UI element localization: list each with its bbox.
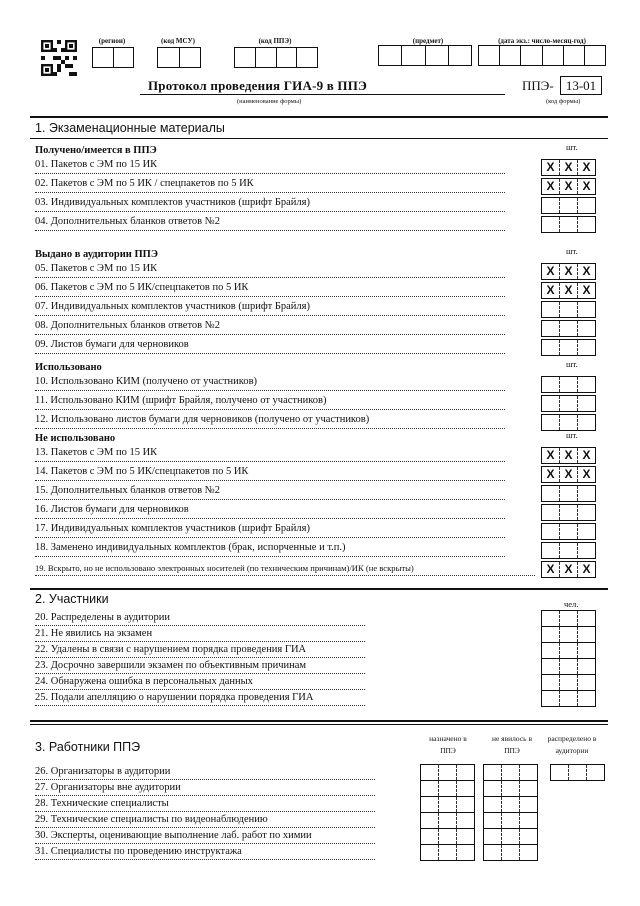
msu-field[interactable] (157, 47, 201, 68)
material-count-cells[interactable] (541, 216, 596, 233)
ppe-code-field[interactable] (234, 47, 318, 68)
count-cell[interactable]: X (542, 562, 560, 577)
row-underline (35, 192, 505, 193)
group-title: Не использовано (35, 433, 116, 444)
count-cell[interactable] (560, 321, 578, 336)
staff-row-label: 28. Технические специалисты (35, 798, 169, 809)
material-count-cells[interactable] (541, 414, 596, 431)
count-cell[interactable] (578, 302, 595, 317)
count-cell[interactable] (421, 765, 439, 780)
row-underline (35, 390, 505, 391)
count-cell[interactable] (439, 781, 457, 796)
count-cell[interactable] (484, 845, 502, 860)
material-row-label: 03. Индивидуальных комплектов участников (шрифт Брайля) (35, 197, 310, 208)
count-cell[interactable] (542, 611, 560, 626)
count-cell[interactable] (560, 302, 578, 317)
staff-count-row[interactable] (421, 829, 474, 845)
row-underline (35, 811, 375, 812)
material-row-label: 15. Дополнительных бланков ответов №2 (35, 485, 221, 496)
material-row-label: 13. Пакетов с ЭМ по 15 ИК (35, 447, 158, 458)
form-code-prefix: ППЭ- (522, 78, 554, 93)
count-cell[interactable] (457, 781, 474, 796)
staff-row-label: 27. Организаторы вне аудитории (35, 782, 181, 793)
material-count-cells[interactable] (541, 376, 596, 393)
material-count-cells[interactable] (541, 197, 596, 214)
section-divider (30, 138, 608, 139)
qr-code-icon (41, 40, 77, 76)
count-cell[interactable] (578, 340, 595, 355)
row-underline (35, 575, 535, 576)
count-cell[interactable] (560, 524, 578, 539)
ppe-code-label: (код ППЭ) (258, 37, 292, 45)
count-cell[interactable] (560, 198, 578, 213)
count-cell[interactable] (578, 217, 595, 232)
count-cell[interactable] (578, 643, 595, 658)
count-cell[interactable] (502, 845, 520, 860)
staff-row-label: 30. Эксперты, оценивающие выполнение лаб. работ по химии (35, 830, 312, 841)
staff-count-row[interactable] (421, 797, 474, 813)
count-cell[interactable] (542, 396, 560, 411)
material-count-cells[interactable] (541, 485, 596, 502)
count-cell[interactable]: X (542, 283, 560, 298)
unit-pcs-label: шт. (566, 142, 578, 152)
count-cell[interactable] (484, 829, 502, 844)
material-row-label: 19. Вскрыто, но не использовано электронных носителей (по техническим причинам)/ИК (не вскрыты) (35, 563, 414, 573)
participant-count-row[interactable] (542, 627, 595, 643)
column-header-line: ППЭ (440, 746, 456, 755)
subject-label: (предмет) (412, 37, 444, 45)
material-row-label: 07. Индивидуальных комплектов участников (шрифт Брайля) (35, 301, 310, 312)
participant-count-row[interactable] (542, 691, 595, 706)
row-underline (35, 480, 505, 481)
count-cell[interactable] (560, 611, 578, 626)
staff-column-header (412, 733, 484, 757)
count-cell[interactable] (578, 505, 595, 520)
region-field[interactable] (92, 47, 134, 68)
count-cell[interactable] (484, 765, 502, 780)
count-cell[interactable] (578, 396, 595, 411)
material-count-cells[interactable] (541, 466, 596, 483)
count-cell[interactable] (502, 781, 520, 796)
count-cell[interactable] (560, 415, 578, 430)
section-title-staff: 3. Работники ППЭ (35, 740, 141, 754)
material-row-label: 18. Заменено индивидуальных комплектов (брак, испорченные и т.п.) (35, 542, 346, 553)
count-cell[interactable] (560, 643, 578, 658)
count-cell[interactable] (457, 829, 474, 844)
count-cell[interactable] (439, 813, 457, 828)
participant-row-label: 22. Удалены в связи с нарушением порядка проведения ГИА (35, 644, 307, 655)
count-cell[interactable]: X (582, 179, 591, 193)
row-underline (35, 315, 505, 316)
count-cell[interactable]: X (582, 160, 591, 174)
staff-count-row[interactable] (421, 781, 474, 797)
participant-count-row[interactable] (542, 675, 595, 691)
row-underline (35, 673, 365, 674)
count-cell[interactable] (560, 217, 578, 232)
row-underline (35, 230, 505, 231)
exam-date-label: (дата экз.: число-месяц-год) (498, 37, 586, 45)
count-cell[interactable]: X (542, 160, 560, 175)
title-underline (140, 94, 505, 95)
count-cell[interactable] (542, 415, 560, 430)
group-title: Получено/имеется в ППЭ (35, 145, 157, 156)
row-underline (35, 173, 505, 174)
count-cell[interactable]: X (582, 562, 591, 576)
count-cell[interactable] (439, 845, 457, 860)
material-row-label: 12. Использовано листов бумаги для черновиков (получено от участников) (35, 414, 370, 425)
row-underline (35, 556, 505, 557)
participant-count-cells[interactable] (541, 610, 596, 707)
count-cell[interactable] (542, 675, 560, 690)
count-cell[interactable]: X (582, 467, 591, 481)
count-cell[interactable] (439, 765, 457, 780)
count-cell[interactable] (542, 302, 560, 317)
count-cell[interactable] (520, 845, 537, 860)
exam-date-field[interactable] (478, 45, 606, 66)
row-underline (35, 334, 505, 335)
staff-count-row[interactable] (421, 845, 474, 860)
count-cell[interactable] (578, 611, 595, 626)
count-cell[interactable] (542, 505, 560, 520)
material-row-label: 06. Пакетов с ЭМ по 5 ИК/спецпакетов по 5 ИК (35, 282, 249, 293)
count-cell[interactable] (578, 198, 595, 213)
staff-count-row[interactable] (551, 765, 604, 780)
msu-label: (код МСУ) (161, 37, 195, 45)
count-cell[interactable] (484, 781, 502, 796)
count-cell[interactable] (439, 797, 457, 812)
form-name-caption: (наименование формы) (237, 98, 302, 105)
column-header-line: назначено в (429, 734, 467, 743)
form-code: 13-01 (560, 76, 602, 95)
count-cell[interactable] (502, 829, 520, 844)
material-row-label: 10. Использовано КИМ (получено от участников) (35, 376, 258, 387)
row-underline (35, 353, 505, 354)
row-underline (35, 689, 365, 690)
count-cell[interactable] (578, 377, 595, 392)
count-cell[interactable] (578, 543, 595, 558)
participant-count-row[interactable] (542, 659, 595, 675)
material-count-cells[interactable] (541, 263, 596, 280)
count-cell[interactable] (578, 321, 595, 336)
count-cell[interactable] (542, 198, 560, 213)
count-cell[interactable] (578, 524, 595, 539)
count-cell[interactable] (421, 813, 439, 828)
group-title: Использовано (35, 362, 102, 373)
count-cell[interactable] (520, 829, 537, 844)
count-cell[interactable] (578, 675, 595, 690)
count-cell[interactable] (520, 797, 537, 812)
count-cell[interactable] (560, 659, 578, 674)
row-underline (35, 779, 375, 780)
participant-row-label: 20. Распределены в аудитории (35, 612, 170, 623)
material-row-label: 14. Пакетов с ЭМ по 5 ИК/спецпакетов по 5 ИК (35, 466, 249, 477)
participant-row-label: 21. Не явились на экзамен (35, 628, 153, 639)
count-cell[interactable] (551, 765, 569, 780)
staff-count-row[interactable] (484, 797, 537, 813)
staff-count-row[interactable] (484, 765, 537, 781)
unit-people-label: чел. (564, 599, 579, 609)
material-count-cells[interactable] (541, 178, 596, 195)
material-count-cells[interactable] (541, 339, 596, 356)
count-cell[interactable] (578, 627, 595, 642)
section-divider (30, 720, 608, 722)
row-underline (35, 428, 505, 429)
participant-row-label: 23. Досрочно завершили экзамен по объективным причинам (35, 660, 307, 671)
count-cell[interactable] (502, 813, 520, 828)
subject-field[interactable] (378, 45, 472, 66)
count-cell[interactable] (502, 797, 520, 812)
count-cell[interactable] (587, 765, 604, 780)
count-cell[interactable] (542, 643, 560, 658)
count-cell[interactable] (560, 543, 578, 558)
material-count-cells[interactable] (541, 282, 596, 299)
count-cell[interactable]: X (560, 160, 578, 175)
unit-pcs-label: шт. (566, 430, 578, 440)
count-cell[interactable] (457, 813, 474, 828)
column-header-line: аудитории (555, 746, 589, 755)
count-cell[interactable]: X (542, 264, 560, 279)
group-title: Выдано в аудитории ППЭ (35, 249, 158, 260)
count-cell[interactable] (569, 765, 587, 780)
count-cell[interactable] (457, 845, 474, 860)
staff-row-label: 31. Специалисты по проведению инструктажа (35, 846, 242, 857)
material-count-cells[interactable] (541, 523, 596, 540)
material-row-label: 11. Использовано КИМ (шрифт Брайля, получено от участников) (35, 395, 327, 406)
count-cell[interactable] (542, 486, 560, 501)
participant-row-label: 24. Обнаружена ошибка в персональных данных (35, 676, 253, 687)
row-underline (35, 296, 505, 297)
count-cell[interactable] (421, 829, 439, 844)
count-cell[interactable]: X (560, 283, 578, 298)
count-cell[interactable]: X (560, 448, 578, 463)
row-underline (35, 409, 505, 410)
row-underline (35, 277, 505, 278)
count-cell[interactable] (560, 486, 578, 501)
count-cell[interactable] (520, 765, 537, 780)
material-row-label: 02. Пакетов с ЭМ по 5 ИК / спецпакетов по 5 ИК (35, 178, 254, 189)
staff-count-row[interactable] (484, 781, 537, 797)
count-cell[interactable] (542, 321, 560, 336)
column-header-line: не явилось в (491, 734, 533, 743)
material-count-cells[interactable] (541, 542, 596, 559)
participant-count-row[interactable] (542, 611, 595, 627)
count-cell[interactable]: X (542, 448, 560, 463)
material-count-cells[interactable] (541, 561, 596, 578)
staff-column-header (536, 733, 608, 757)
material-row-label: 17. Индивидуальных комплектов участников (шрифт Брайля) (35, 523, 310, 534)
count-cell[interactable] (560, 377, 578, 392)
count-cell[interactable] (520, 781, 537, 796)
staff-count-row[interactable] (421, 765, 474, 781)
count-cell[interactable] (542, 543, 560, 558)
row-underline (35, 461, 505, 462)
count-cell[interactable]: X (582, 264, 591, 278)
count-cell[interactable] (542, 627, 560, 642)
material-row-label: 05. Пакетов с ЭМ по 15 ИК (35, 263, 158, 274)
staff-count-row[interactable] (484, 829, 537, 845)
material-count-cells[interactable] (541, 395, 596, 412)
count-cell[interactable] (542, 217, 560, 232)
count-cell[interactable] (457, 765, 474, 780)
section-title-participants: 2. Участники (35, 592, 109, 606)
material-row-label: 09. Листов бумаги для черновиков (35, 339, 189, 350)
count-cell[interactable] (421, 845, 439, 860)
count-cell[interactable] (542, 377, 560, 392)
material-row-label: 08. Дополнительных бланков ответов №2 (35, 320, 221, 331)
staff-distributed-cells[interactable] (550, 764, 605, 781)
count-cell[interactable] (560, 505, 578, 520)
count-cell[interactable]: X (560, 467, 578, 482)
count-cell[interactable] (542, 691, 560, 706)
count-cell[interactable] (542, 659, 560, 674)
row-underline (35, 705, 365, 706)
page-title: Протокол проведения ГИА-9 в ППЭ (148, 78, 368, 93)
staff-count-row[interactable] (484, 813, 537, 829)
unit-pcs-label: шт. (566, 246, 578, 256)
row-underline (35, 537, 505, 538)
count-cell[interactable] (457, 797, 474, 812)
count-cell[interactable] (560, 627, 578, 642)
material-count-cells[interactable] (541, 447, 596, 464)
form-code-caption: (код формы) (546, 98, 581, 105)
count-cell[interactable]: X (560, 264, 578, 279)
participant-count-row[interactable] (542, 643, 595, 659)
material-count-cells[interactable] (541, 320, 596, 337)
count-cell[interactable] (542, 524, 560, 539)
row-underline (35, 859, 375, 860)
row-underline (35, 211, 505, 212)
count-cell[interactable]: X (542, 179, 560, 194)
count-cell[interactable] (560, 691, 578, 706)
staff-absent-cells[interactable] (483, 764, 538, 861)
participant-row-label: 25. Подали апелляцию о нарушении порядка проведения ГИА (35, 692, 314, 703)
material-row-label: 16. Листов бумаги для черновиков (35, 504, 189, 515)
count-cell[interactable]: X (582, 283, 591, 297)
row-underline (35, 625, 365, 626)
count-cell[interactable] (542, 340, 560, 355)
region-label: (регион) (98, 37, 126, 45)
count-cell[interactable] (520, 813, 537, 828)
row-underline (35, 641, 365, 642)
material-row-label: 01. Пакетов с ЭМ по 15 ИК (35, 159, 158, 170)
count-cell[interactable] (560, 340, 578, 355)
material-count-cells[interactable] (541, 301, 596, 318)
count-cell[interactable] (560, 396, 578, 411)
staff-row-label: 29. Технические специалисты по видеонаблюдению (35, 814, 268, 825)
row-underline (35, 795, 375, 796)
count-cell[interactable]: X (560, 562, 578, 577)
count-cell[interactable] (421, 781, 439, 796)
count-cell[interactable] (502, 765, 520, 780)
count-cell[interactable] (421, 797, 439, 812)
count-cell[interactable] (439, 829, 457, 844)
section-divider (30, 116, 608, 118)
column-header-line: ППЭ (504, 746, 520, 755)
row-underline (35, 843, 375, 844)
section-divider (30, 588, 608, 590)
row-underline (35, 827, 375, 828)
count-cell[interactable] (578, 691, 595, 706)
count-cell[interactable] (578, 486, 595, 501)
count-cell[interactable] (484, 813, 502, 828)
row-underline (35, 657, 365, 658)
count-cell[interactable]: X (560, 179, 578, 194)
staff-count-row[interactable] (421, 813, 474, 829)
count-cell[interactable]: X (542, 467, 560, 482)
staff-row-label: 26. Организаторы в аудитории (35, 766, 171, 777)
section-divider (30, 724, 608, 725)
material-row-label: 04. Дополнительных бланков ответов №2 (35, 216, 221, 227)
staff-count-row[interactable] (484, 845, 537, 860)
row-underline (35, 518, 505, 519)
count-cell[interactable] (578, 659, 595, 674)
material-count-cells[interactable] (541, 159, 596, 176)
count-cell[interactable]: X (582, 448, 591, 462)
column-header-line: распределено в (547, 734, 597, 743)
count-cell[interactable] (484, 797, 502, 812)
unit-pcs-label: шт. (566, 359, 578, 369)
row-underline (35, 499, 505, 500)
count-cell[interactable] (560, 675, 578, 690)
count-cell[interactable] (578, 415, 595, 430)
staff-assigned-cells[interactable] (420, 764, 475, 861)
section-title-materials: 1. Экзаменационные материалы (35, 121, 225, 135)
material-count-cells[interactable] (541, 504, 596, 521)
